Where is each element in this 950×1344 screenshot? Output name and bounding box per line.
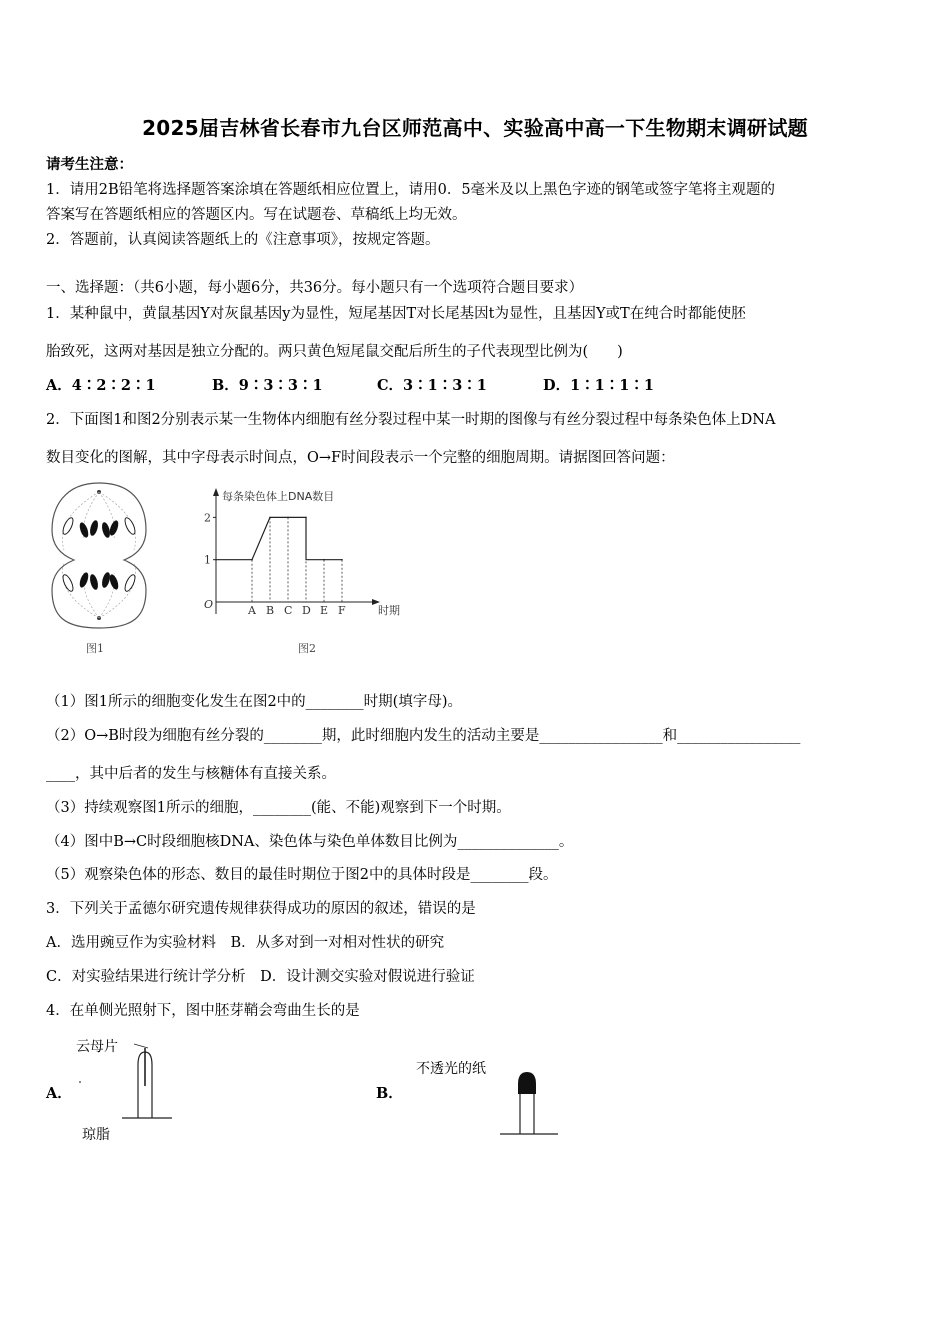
chart-data-point [269,517,271,519]
q3-stem: 3．下列关于孟德尔研究遗传规律获得成功的原因的叙述，错误的是 [46,901,476,917]
q1-line1: 1．某种鼠中，黄鼠基因Y对灰鼠基因y为显性，短尾基因T对长尾基因t为显性，且基因Y或T在纯合时都能使胚 [46,306,746,322]
chart-x-tick-label: F [338,604,346,617]
notice-line1b: 答案写在答题纸相应的答题区内。写在试题卷、草稿纸上均无效。 [46,207,467,223]
chart-y-tick-label: 2 [204,511,211,525]
q4-a-coleoptile-diagram [76,1040,186,1130]
q4-a-mica-label: 云母片 [76,1039,118,1055]
chart-x-tick-label: D [302,604,311,617]
q4-stem: 4．在单侧光照射下，图中胚芽鞘会弯曲生长的是 [46,1003,360,1019]
q4-option-a: A． [46,1085,72,1102]
fig2-dna-chart [196,484,416,624]
chart-data-point [287,517,289,519]
q2-sub2b: ____，其中后者的发生与核糖体有直接关系。 [46,766,336,782]
chart-x-tick-label: C [284,604,293,617]
chart-series-line [216,517,342,559]
chart-data-point [215,559,217,561]
q1-option-b: B．9∶3∶3∶1 [212,377,323,394]
q3-options-ab: A．选用豌豆作为实验材料 B．从多对到一对相对性状的研究 [46,935,445,951]
q1-option-a: A．4∶2∶2∶1 [46,377,156,394]
q4-b-paper-label: 不透光的纸 [416,1061,486,1077]
q4-option-b: B． [376,1085,403,1102]
fig1-caption: 图1 [86,642,104,655]
chart-x-tick-label: B [266,604,275,617]
chart-data-point [323,559,325,561]
chart-origin-label: O [204,598,214,611]
q1-option-d: D．1∶1∶1∶1 [543,377,654,394]
chart-y-arrow [213,488,219,496]
chart-data-point [251,559,253,561]
q2-sub5: （5）观察染色体的形态、数目的最佳时期位于图2中的具体时段是________段。 [46,867,558,883]
q1-option-c: C．3∶1∶3∶1 [377,377,487,394]
q4-b-coleoptile-diagram [496,1066,566,1138]
notice-line1a: 1．请用2B铅笔将选择题答案涂填在答题纸相应位置上，请用0．5毫米及以上黑色字迹的钢笔或签字笔将主观题的 [46,182,776,198]
q2-sub2a: （2）O→B时段为细胞有丝分裂的________期，此时细胞内发生的活动主要是_________________和_________________ [46,728,801,744]
page-title: 2025届吉林省长春市九台区师范高中、实验高中高一下生物期末调研试题 [142,116,808,140]
q2-sub1: （1）图1所示的细胞变化发生在图2中的________时期(填字母)。 [46,694,462,710]
chart-data-point [341,559,343,561]
chart-x-label: 时期 [378,604,400,617]
chart-x-tick-label: E [320,604,329,617]
fig1-cell-diagram [44,478,154,658]
notice-line2: 2．答题前，认真阅读答题纸上的《注意事项》，按规定答题。 [46,232,440,248]
section-heading: 一、选择题：（共6小题，每小题6分，共36分。每小题只有一个选项符合题目要求） [46,280,584,296]
chart-data-point [305,517,307,519]
q2-sub3: （3）持续观察图1所示的细胞，________(能、不能)观察到下一个时期。 [46,800,511,816]
chart-title: 每条染色体上DNA数目 [222,490,335,503]
q2-line1: 2．下面图1和图2分别表示某一生物体内细胞有丝分裂过程中某一时期的图像与有丝分裂过程中每条染色体上DNA [46,412,776,428]
q2-sub4: （4）图中B→C时段细胞核DNA、染色体与染色单体数目比例为______________。 [46,834,574,850]
chart-x-tick-label: A [248,604,256,617]
q1-line2: 胎致死，这两对基因是独立分配的。两只黄色短尾鼠交配后所生的子代表现型比例为( ) [46,344,623,360]
fig2-caption: 图2 [298,642,316,655]
q2-line2: 数目变化的图解，其中字母表示时间点，O→F时间段表示一个完整的细胞周期。请据图回答问题： [46,450,675,466]
q4-a-agar-label: 琼脂 [82,1127,110,1143]
chart-y-tick-label: 1 [204,553,211,567]
notice-heading: 请考生注意： [46,156,133,173]
q3-options-cd: C．对实验结果进行统计学分析 D．设计测交实验对假说进行验证 [46,969,475,985]
